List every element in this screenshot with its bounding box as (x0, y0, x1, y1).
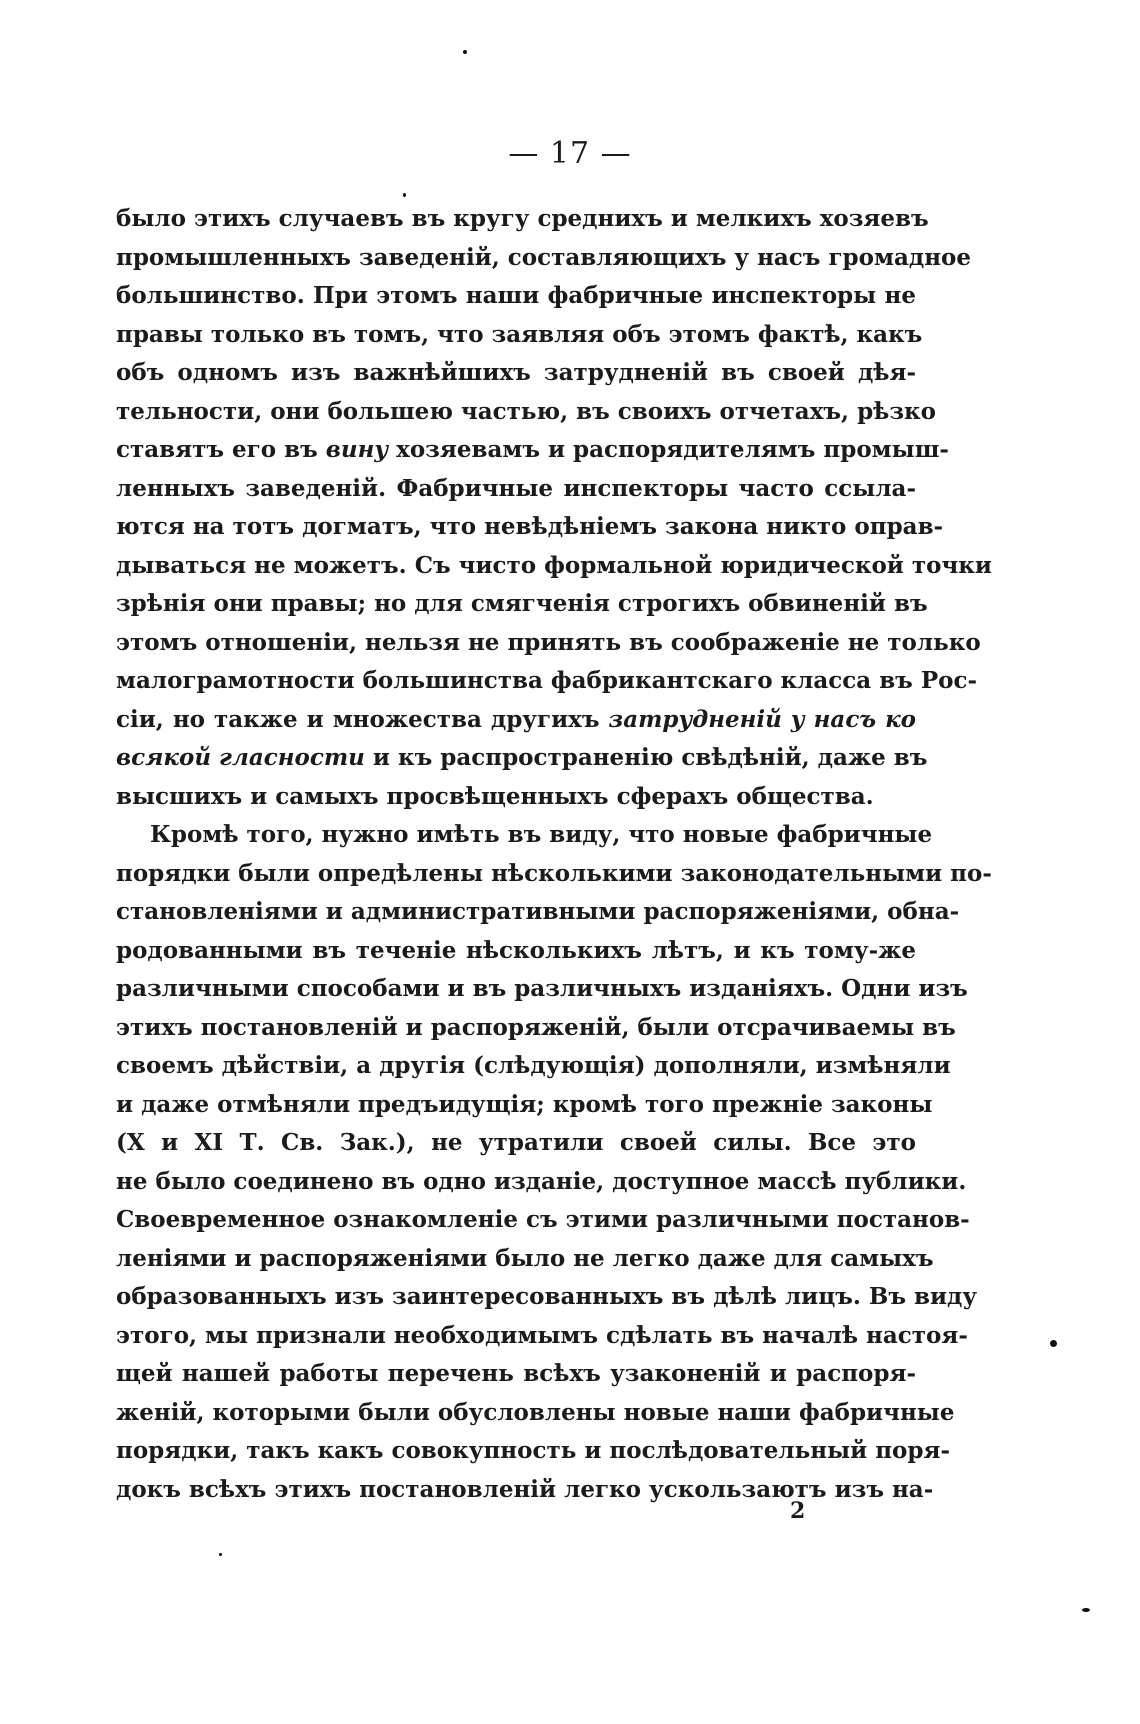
text-line: этомъ отношеніи, нельзя не принять въ соображеніе не только (116, 628, 981, 656)
text-line: Кромѣ того, нужно имѣть въ виду, что новые фабричные (150, 821, 933, 848)
scan-speck (1050, 1340, 1057, 1347)
text-line: не было соединено въ одно изданіе, доступное массѣ публики. (116, 1167, 967, 1195)
text-line: порядки были опредѣлены нѣсколькими законодательными по- (116, 859, 992, 887)
text-line: и даже отмѣняли предъидущія; кромѣ того прежніе законы (116, 1090, 933, 1118)
text-line: становленіями и административными распоряженіями, обна- (116, 898, 960, 925)
text-line: сіи, но также и множества другихъ затрудненій у насъ ко (116, 705, 916, 733)
italic-phrase: вину (325, 436, 389, 463)
italic-phrase: всякой гласности (116, 744, 365, 771)
text-line: этого, мы признали необходимымъ сдѣлать въ началѣ настоя- (116, 1321, 968, 1349)
italic-phrase: затрудненій у насъ ко (608, 705, 916, 733)
text-line: родованными въ теченіе нѣсколькихъ лѣтъ, и къ тому-же (116, 936, 916, 964)
text-line: своемъ дѣйствіи, а другія (слѣдующія) дополняли, измѣняли (116, 1052, 951, 1079)
text-line: различными способами и въ различныхъ изданіяхъ. Одни изъ (116, 975, 968, 1002)
text-line: докъ всѣхъ этихъ постановленій легко ускользаютъ изъ на- (116, 1475, 934, 1503)
page-number: — 17 — (508, 136, 632, 171)
scan-speck (219, 1553, 222, 1556)
text-line: всякой гласности и къ распространенію свѣдѣній, даже въ (116, 744, 928, 771)
text-line: большинство. При этомъ наши фабричные инспекторы не (116, 282, 916, 309)
text-line: зрѣнія они правы; но для смягченія строгихъ обвиненій въ (116, 590, 928, 617)
scan-speck (463, 50, 467, 54)
text-line: правы только въ томъ, что заявляя объ этомъ фактѣ, какъ (116, 320, 923, 348)
text-line: Своевременное ознакомленіе съ этими различными постанов- (116, 1206, 970, 1233)
body-text (116, 200, 992, 1509)
text-line: ются на тотъ догматъ, что невѣдѣніемъ закона никто оправ- (116, 513, 944, 540)
text-line: (X и XI Т. Св. Зак.), не утратили своей силы. Все это (116, 1129, 916, 1156)
text-line: промышленныхъ заведеній, составляющихъ у насъ громадное (116, 243, 971, 271)
text-line: тельности, они большею частью, въ своихъ отчетахъ, рѣзко (116, 397, 936, 425)
text-line: этихъ постановленій и распоряженій, были отсрачиваемы въ (116, 1013, 956, 1041)
text-line: щей нашей работы перечень всѣхъ узаконеній и распоря- (116, 1360, 916, 1387)
text-line: высшихъ и самыхъ просвѣщенныхъ сферахъ общества. (116, 782, 874, 810)
text-line: образованныхъ изъ заинтересованныхъ въ дѣлѣ лицъ. Въ виду (116, 1283, 978, 1310)
text-line: объ одномъ изъ важнѣйшихъ затрудненій въ своей дѣя- (116, 359, 916, 386)
text-line: ставятъ его въ вину хозяевамъ и распорядителямъ промыш- (116, 436, 949, 463)
scan-speck (403, 193, 406, 197)
text-line: леніями и распоряженіями было не легко даже для самыхъ (116, 1244, 934, 1272)
text-line: порядки, такъ какъ совокупность и послѣдовательный поря- (116, 1437, 950, 1464)
scan-speck (1082, 1608, 1090, 1612)
text-line: малограмотности большинства фабрикантскаго класса въ Рос- (116, 667, 978, 694)
text-line: дываться не можетъ. Съ чисто формальной юридической точки (116, 551, 992, 579)
text-line: было этихъ случаевъ въ кругу среднихъ и мелкихъ хозяевъ (116, 205, 929, 232)
text-line: ленныхъ заведеній. Фабричные инспекторы часто ссыла- (116, 474, 916, 502)
text-line: женій, которыми были обусловлены новые наши фабричные (116, 1398, 955, 1426)
signature-mark: 2 (790, 1498, 806, 1524)
